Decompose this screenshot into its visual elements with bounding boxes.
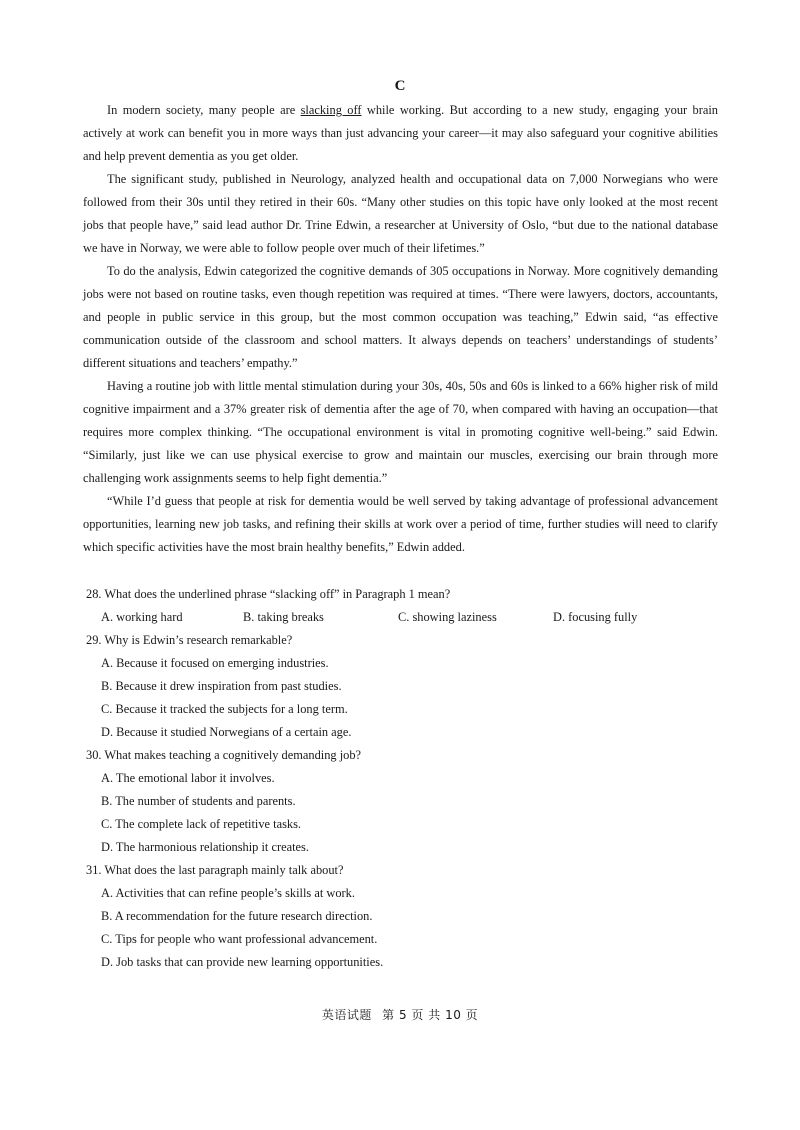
option-c: C. Because it tracked the subjects for a long term. <box>101 702 348 716</box>
question-28 <box>86 583 726 629</box>
footer-subject: 英语试题 <box>321 1008 372 1022</box>
question-31 <box>86 859 726 974</box>
option-row <box>86 606 726 629</box>
option-a: A. The emotional labor it involves. <box>101 771 275 785</box>
question-30 <box>86 744 726 859</box>
paragraph-1 <box>83 99 718 168</box>
option-c: C. showing laziness <box>398 610 497 624</box>
option-a: A. Because it focused on emerging industries. <box>101 656 329 670</box>
paragraph-1-start: In modern society, many people are <box>107 103 301 117</box>
question-stem: 28. What does the underlined phrase “slacking off” in Paragraph 1 mean? <box>86 587 451 601</box>
underlined-phrase: slacking off <box>300 103 362 117</box>
question-stem: 29. Why is Edwin’s research remarkable? <box>86 633 293 647</box>
question-stem: 31. What does the last paragraph mainly talk about? <box>86 863 344 877</box>
section-heading: C <box>394 78 406 94</box>
paragraph-4: Having a routine job with little mental stimulation during your 30s, 40s, 50s and 60s is linked to a 66% higher risk of mild cognitive impairment and a 37% greater risk of dementia after the age of 70, when compared with having an occupation—that requires more complex thinking. “The occupational environment is vital in promoting cognitive well-being.” said Edwin. “Similarly, just like we can use physical exercise to grow and maintain our muscles, exercising our brain through more challenging work assignments seems to help fight dementia.” <box>83 379 718 485</box>
question-stem: 30. What makes teaching a cognitively demanding job? <box>86 748 362 762</box>
option-d: D. focusing fully <box>553 610 638 624</box>
option-c: C. Tips for people who want professional advancement. <box>101 932 378 946</box>
option-a: A. working hard <box>101 610 183 624</box>
paragraph-5: “While I’d guess that people at risk for dementia would be well served by taking advantage of professional advancement opportunities, learning new job tasks, and refining their skills at work over a period of time, further studies will need to clarify which specific activities have the most brain healthy benefits,” Edwin added. <box>83 494 718 554</box>
option-c: C. The complete lack of repetitive tasks. <box>101 817 302 831</box>
option-b: B. taking breaks <box>243 610 324 624</box>
paragraph-2: The significant study, published in Neurology, analyzed health and occupational data on 7,000 Norwegians who were followed from their 30s until they retired in their 60s. “Many other studies on this topic have only looked at the most recent jobs that people have,” said lead author Dr. Trine Edwin, a researcher at University of Oslo, “but due to the national database we have in Norway, we were able to follow people over much of their lifetimes.” <box>83 172 718 255</box>
option-a: A. Activities that can refine people’s skills at work. <box>101 886 355 900</box>
page-footer <box>0 1006 800 1023</box>
footer-page-number: 第 5 页 共 10 页 <box>382 1008 479 1022</box>
option-b: B. Because it drew inspiration from past studies. <box>101 679 342 693</box>
paragraph-3: To do the analysis, Edwin categorized the cognitive demands of 305 occupations in Norway. More cognitively demanding jobs were not based on routine tasks, even though repetition was required at times. “There were lawyers, doctors, accountants, and people in public service in this group, but the most common occupation was teaching,” Edwin said, “as effective communication outside of the classroom and school matters. It always depends on teachers’ understandings of students’ different situations and teachers’ empathy.” <box>83 264 718 370</box>
paragraph-1-end: while working. But according to a new study, engaging your brain actively at work can benefit you in more ways than just advancing your career—it may also safeguard your cognitive abilities and help prevent dementia as you get older. <box>83 103 719 163</box>
reading-passage <box>83 99 718 559</box>
question-list <box>86 583 726 974</box>
option-d: D. Job tasks that can provide new learning opportunities. <box>101 955 384 969</box>
question-29 <box>86 629 726 744</box>
option-d: D. The harmonious relationship it creates. <box>101 840 309 854</box>
option-b: B. The number of students and parents. <box>101 794 296 808</box>
option-d: D. Because it studied Norwegians of a certain age. <box>101 725 352 739</box>
option-b: B. A recommendation for the future research direction. <box>101 909 373 923</box>
